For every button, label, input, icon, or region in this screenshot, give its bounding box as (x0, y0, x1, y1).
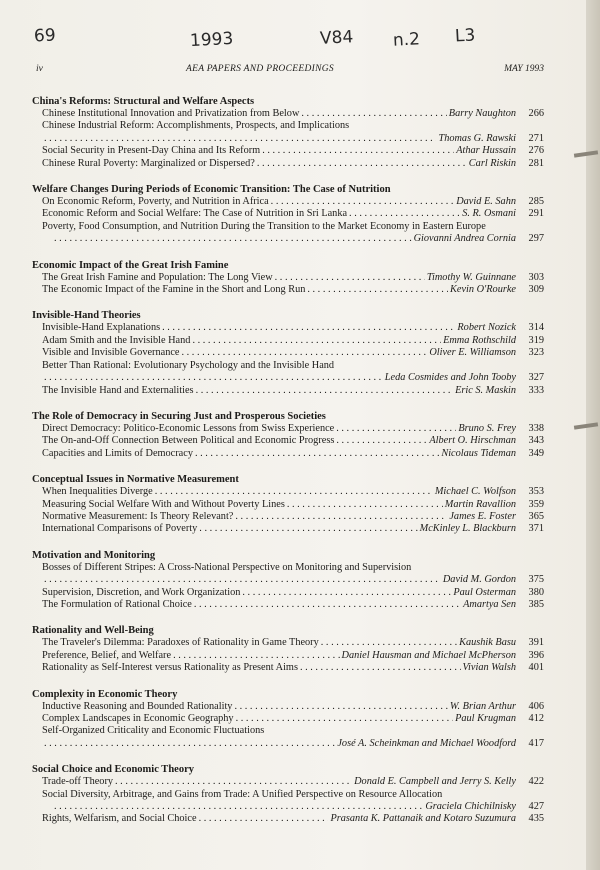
article-author: James E. Foster (449, 510, 516, 522)
article-author: Oliver E. Williamson (429, 347, 516, 359)
article-page: 276 (528, 145, 544, 157)
article-author: Graciela Chichilnisky (425, 801, 516, 813)
article-author: Michael C. Wolfson (434, 486, 516, 498)
article-page: 314 (528, 322, 544, 334)
article-page: 401 (528, 662, 544, 674)
article-author: José A. Scheinkman and Michael Woodford (337, 737, 516, 749)
toc-section (32, 95, 544, 170)
toc-entry[interactable] (32, 423, 544, 435)
article-title: Economic Reform and Social Welfare: The Case of Nutrition in Sri Lanka (42, 208, 348, 220)
article-title: Chinese Rural Poverty: Marginalized or Dispersed? (42, 157, 255, 169)
section-title: Rationality and Well-Being (32, 625, 154, 637)
article-title: Capacities and Limits of Democracy (42, 447, 193, 459)
toc-entry[interactable] (32, 335, 544, 347)
toc-entry[interactable] (32, 701, 544, 713)
article-author: Kaushik Basu (459, 637, 516, 649)
section-title: China's Reforms: Structural and Welfare Aspects (32, 96, 255, 107)
toc-entry[interactable] (32, 650, 544, 662)
article-page: 303 (528, 271, 544, 283)
section-title: Economic Impact of the Great Irish Famine (32, 259, 229, 271)
article-page: 323 (528, 347, 544, 359)
toc-entry[interactable] (32, 322, 544, 334)
toc-entry[interactable] (32, 284, 544, 296)
article-title: Rationality as Self-Interest versus Rationality as Present Aims (42, 662, 298, 674)
toc-entry[interactable] (32, 233, 544, 245)
article-title: Chinese Industrial Reform: Accomplishments, Prospects, and Implications (42, 120, 350, 132)
article-title: Social Diversity, Arbitrage, and Gains from Trade: A Unified Perspective on Resource Allocation (42, 788, 443, 800)
article-page: 435 (528, 813, 544, 825)
toc-section (32, 473, 544, 536)
issue-date: MAY 1993 (504, 64, 544, 74)
toc-entry[interactable] (32, 587, 544, 599)
toc-entry[interactable] (32, 385, 544, 397)
toc-section (32, 309, 544, 396)
article-author: Timothy W. Guinnane (426, 271, 516, 283)
toc-entry[interactable] (32, 574, 544, 586)
article-title: Supervision, Discretion, and Work Organization (42, 586, 241, 598)
article-title: Direct Democracy: Politico-Economic Lessons from Swiss Experience (42, 422, 335, 434)
toc-entry[interactable] (32, 108, 544, 120)
toc-entry[interactable] (32, 208, 544, 220)
article-page: 385 (528, 598, 544, 610)
article-page: 359 (528, 498, 544, 510)
article-author: Donald E. Campbell and Jerry S. Kelly (354, 776, 516, 788)
journal-title: AEA PAPERS AND PROCEEDINGS (186, 64, 334, 74)
article-title: International Comparisons of Poverty (42, 523, 198, 535)
article-title: Preference, Belief, and Welfare (42, 649, 172, 661)
article-page: 281 (528, 157, 544, 169)
article-author: McKinley L. Blackburn (419, 523, 516, 535)
toc-entry[interactable] (32, 499, 544, 511)
article-title: Visible and Invisible Governance (42, 347, 180, 359)
section-title: Complexity in Economic Theory (32, 688, 178, 700)
toc-entry[interactable] (32, 196, 544, 208)
article-page: 285 (528, 196, 544, 208)
page-edge (586, 0, 600, 870)
article-author: Prasanta K. Pattanaik and Kotaro Suzumura (330, 813, 516, 825)
article-author: David E. Sahn (456, 196, 516, 208)
section-title: Social Choice and Economic Theory (32, 764, 194, 776)
article-page: 417 (528, 737, 544, 749)
toc-entry[interactable] (32, 713, 544, 725)
article-page: 291 (528, 208, 544, 220)
article-author: Vivian Walsh (462, 662, 516, 674)
article-page: 333 (528, 384, 544, 396)
toc-entry[interactable] (32, 486, 544, 498)
page-number: iv (36, 64, 43, 74)
article-author: Bruno S. Frey (458, 422, 516, 434)
article-title: When Inequalities Diverge (42, 486, 153, 498)
article-author: Barry Naughton (448, 108, 516, 119)
article-author: Martin Ravallion (444, 498, 516, 510)
toc-entry[interactable] (32, 801, 544, 813)
toc-entry[interactable] (32, 637, 544, 649)
toc-section (32, 549, 544, 612)
article-title: Social Security in Present-Day China and Its Reform (42, 145, 261, 157)
handwritten-note: n.2 (392, 29, 421, 51)
article-title: Chinese Institutional Innovation and Privatization from Below (42, 108, 300, 119)
toc-entry[interactable] (32, 813, 544, 825)
toc-section (32, 688, 544, 751)
article-author: Amartya Sen (463, 598, 516, 610)
section-title: Invisible-Hand Theories (32, 310, 141, 322)
toc-section (32, 763, 544, 826)
article-title: Adam Smith and the Invisible Hand (42, 334, 191, 346)
article-author: Thomas G. Rawski (438, 132, 516, 144)
article-page: 406 (528, 700, 544, 712)
article-page: 427 (528, 801, 544, 813)
article-title: Complex Landscapes in Economic Geography (42, 713, 234, 724)
article-page: 343 (528, 435, 544, 447)
toc-entry[interactable] (32, 523, 544, 535)
handwritten-note: V84 (319, 27, 354, 49)
article-page: 371 (528, 523, 544, 535)
section-title: Conceptual Issues in Normative Measurement (32, 474, 239, 486)
article-title: Rights, Welfarism, and Social Choice (42, 813, 197, 825)
article-author: W. Brian Arthur (449, 700, 516, 712)
article-title: Self-Organized Criticality and Economic Fluctuations (42, 725, 265, 737)
section-title: Welfare Changes During Periods of Economic Transition: The Case of Nutrition (32, 184, 391, 196)
article-title: The Economic Impact of the Famine in the Short and Long Run (42, 284, 306, 296)
article-title: The Invisible Hand and Externalities (42, 384, 194, 396)
toc-entry[interactable] (32, 158, 544, 170)
article-title: The On-and-Off Connection Between Political and Economic Progress (42, 435, 335, 447)
article-page: 396 (528, 649, 544, 661)
article-title: Invisible-Hand Explanations (42, 322, 161, 334)
article-title: Poverty, Food Consumption, and Nutrition During the Transition to the Market Economy in Eastern Europe (42, 220, 486, 232)
article-author: Carl Riskin (468, 157, 516, 169)
table-of-contents (32, 95, 544, 839)
article-author: David M. Gordon (442, 574, 516, 586)
article-author: Kevin O'Rourke (450, 284, 516, 296)
article-title: The Formulation of Rational Choice (42, 598, 192, 610)
handwritten-note: L3 (454, 25, 476, 47)
toc-entry[interactable] (32, 272, 544, 284)
article-title: Trade-off Theory (42, 776, 114, 788)
handwritten-note: 69 (33, 25, 57, 47)
article-page: 375 (528, 574, 544, 586)
article-author: S. R. Osmani (462, 208, 516, 220)
toc-entry[interactable] (32, 448, 544, 460)
article-page: 422 (528, 776, 544, 788)
article-author: Eric S. Maskin (455, 384, 516, 396)
toc-entry[interactable] (32, 599, 544, 611)
article-page: 380 (528, 586, 544, 598)
toc-entry[interactable] (32, 738, 544, 750)
toc-entry[interactable] (32, 776, 544, 788)
article-page: 412 (528, 713, 544, 724)
toc-section (32, 183, 544, 246)
article-title: Normative Measurement: Is Theory Relevant? (42, 510, 234, 522)
toc-entry[interactable] (32, 435, 544, 447)
article-author: Paul Krugman (455, 713, 516, 724)
article-title: Inductive Reasoning and Bounded Rationality (42, 700, 233, 712)
article-page: 309 (528, 284, 544, 296)
article-title: The Traveler's Dilemma: Paradoxes of Rationality in Game Theory (42, 637, 319, 649)
article-page: 319 (528, 334, 544, 346)
toc-entry[interactable] (32, 347, 544, 359)
article-page: 365 (528, 510, 544, 522)
handwritten-note: 1993 (189, 28, 234, 52)
toc-section (32, 624, 544, 674)
article-author: Daniel Hausman and Michael McPherson (341, 649, 516, 661)
article-page: 353 (528, 486, 544, 498)
article-title: Measuring Social Welfare With and Without Poverty Lines (42, 498, 285, 510)
toc-entry[interactable] (32, 662, 544, 674)
article-title: The Great Irish Famine and Population: The Long View (42, 271, 273, 283)
article-author: Emma Rothschild (443, 334, 516, 346)
article-author: Nicolaus Tideman (441, 447, 516, 459)
section-title: The Role of Democracy in Securing Just and Prosperous Societies (32, 410, 326, 422)
toc-section (32, 410, 544, 460)
article-page: 271 (528, 132, 544, 144)
article-page: 349 (528, 447, 544, 459)
toc-section (32, 259, 544, 297)
article-title: Better Than Rational: Evolutionary Psychology and the Invisible Hand (42, 359, 335, 371)
toc-entry[interactable] (32, 133, 544, 145)
article-author: Robert Nozick (457, 322, 516, 334)
article-page: 266 (528, 108, 544, 119)
article-page: 338 (528, 422, 544, 434)
article-author: Giovanni Andrea Cornia (413, 233, 516, 245)
section-title: Motivation and Monitoring (32, 549, 156, 561)
article-page: 391 (528, 637, 544, 649)
article-author: Albert O. Hirschman (429, 435, 516, 447)
toc-entry[interactable] (32, 511, 544, 523)
article-page: 327 (528, 372, 544, 384)
article-author: Paul Osterman (453, 586, 516, 598)
article-author: Athar Hussain (456, 145, 516, 157)
toc-entry[interactable] (32, 145, 544, 157)
article-author: Leda Cosmides and John Tooby (384, 372, 516, 384)
article-page: 297 (528, 233, 544, 245)
toc-entry[interactable] (32, 372, 544, 384)
article-title: On Economic Reform, Poverty, and Nutrition in Africa (42, 196, 269, 208)
article-title: Bosses of Different Stripes: A Cross-National Perspective on Monitoring and Supervision (42, 561, 412, 573)
